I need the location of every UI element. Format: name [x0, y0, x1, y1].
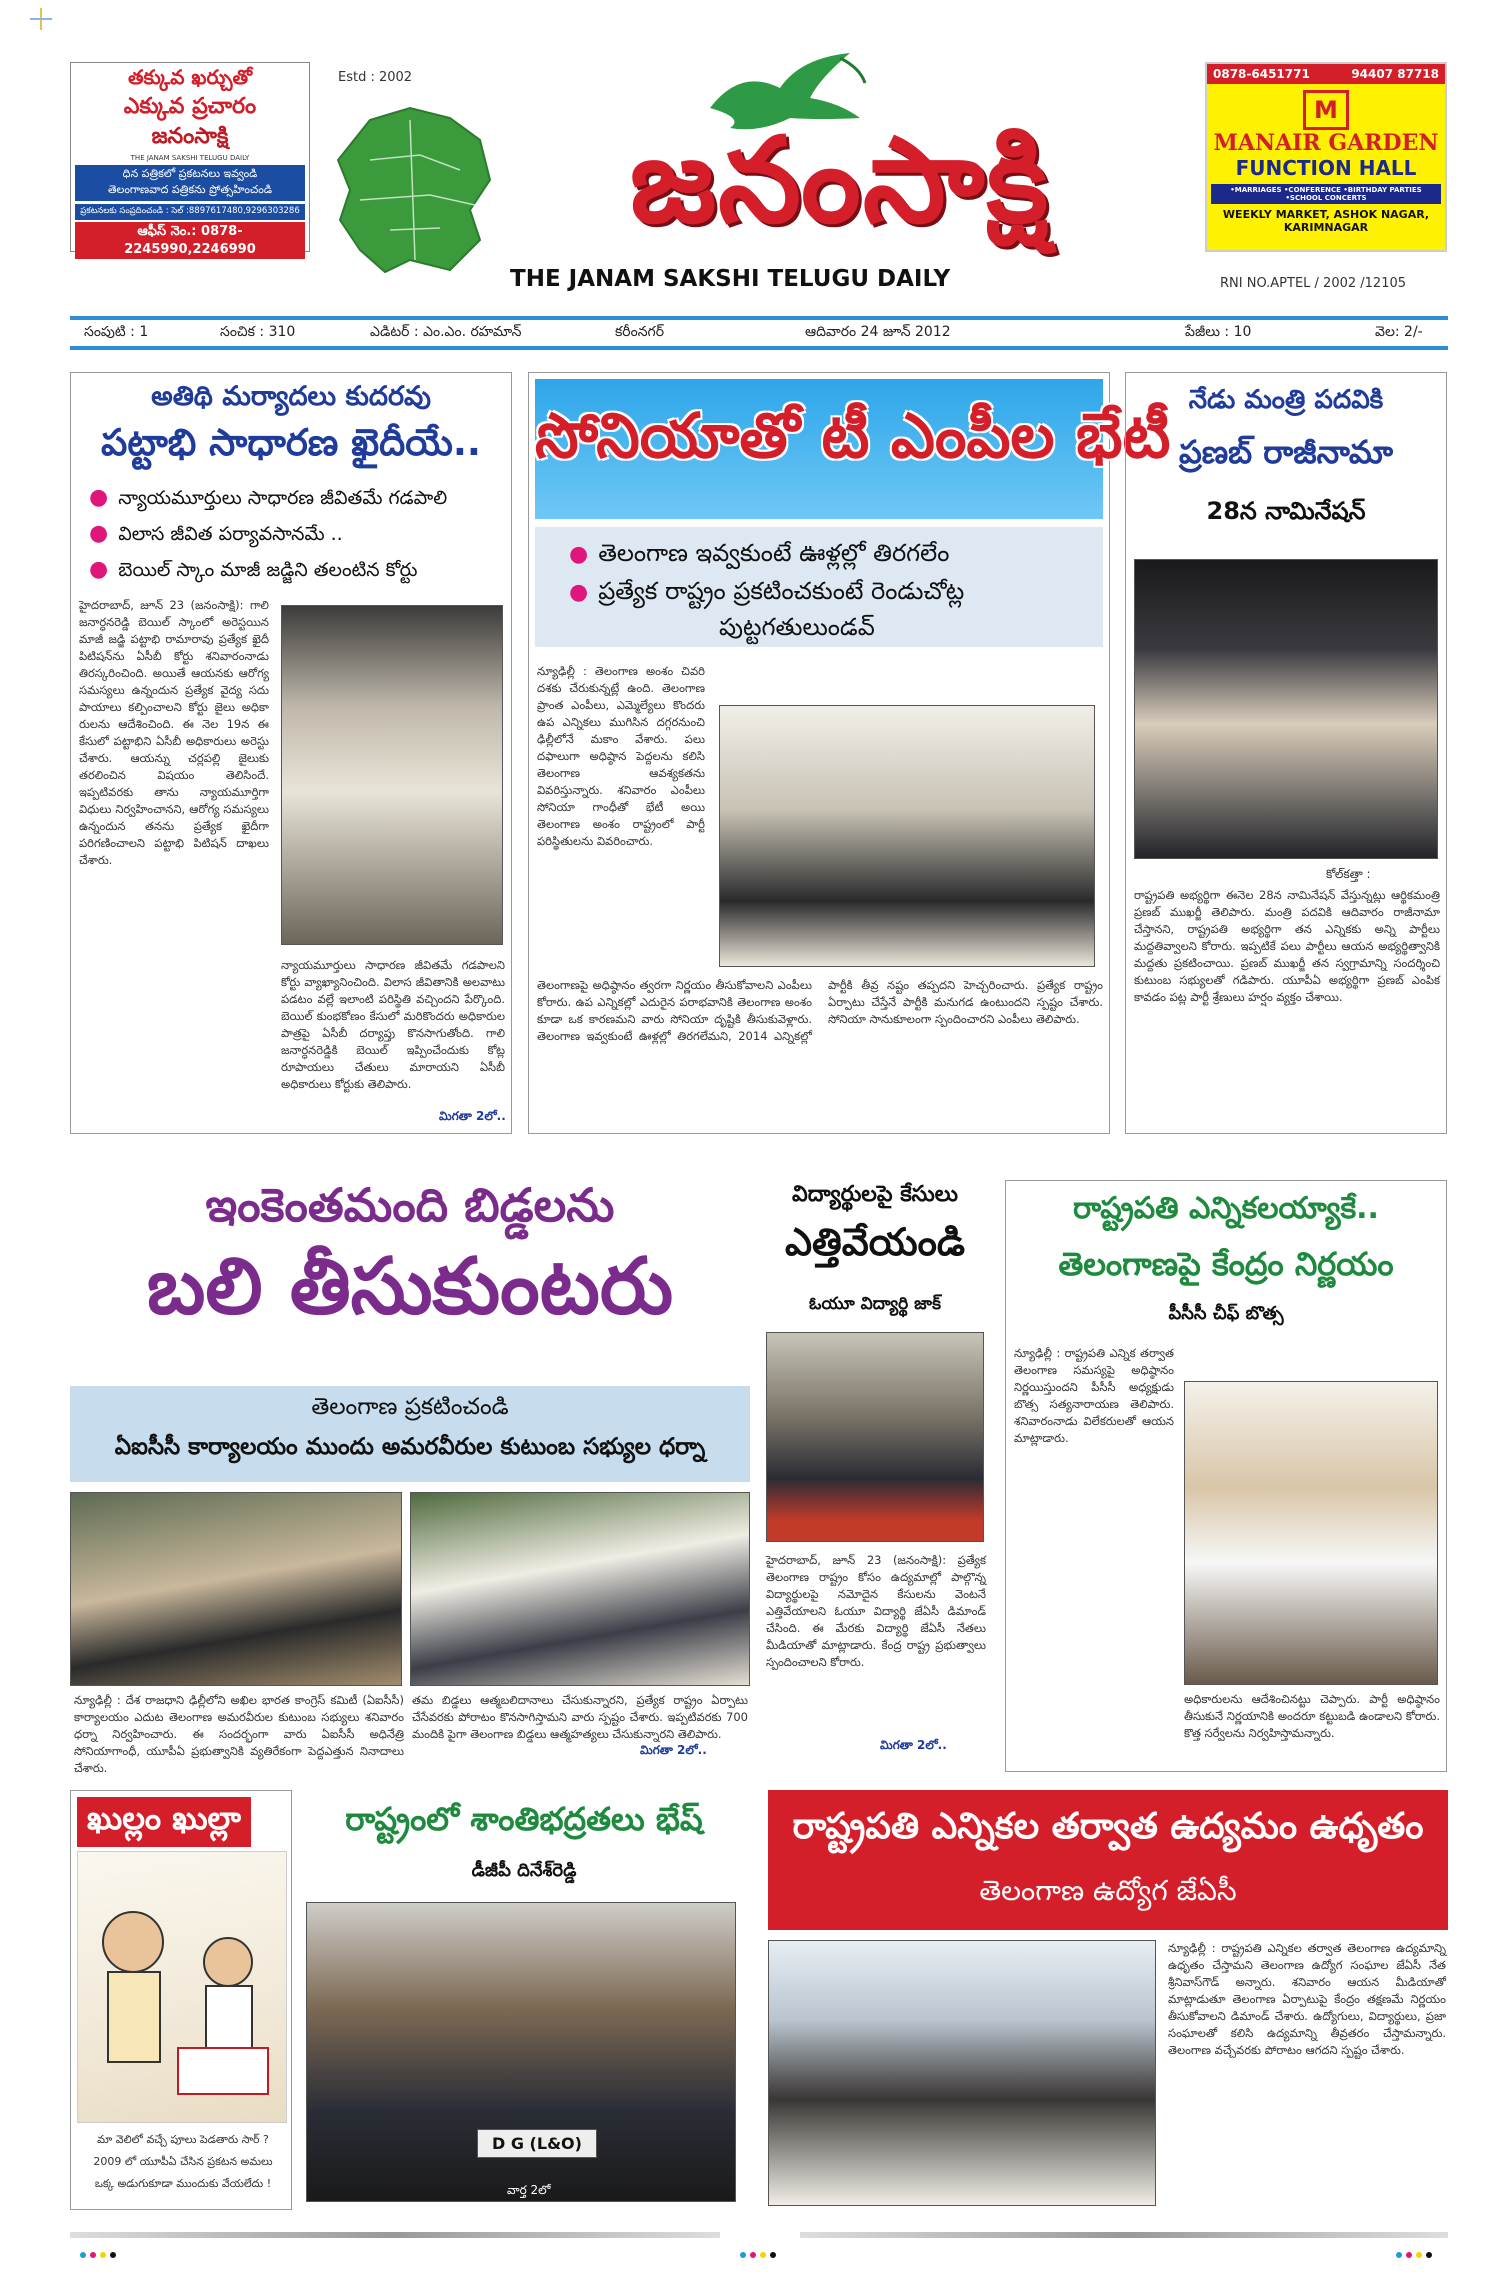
story-dgp	[300, 1790, 748, 2210]
pattabhi-headline: పట్టాభి సాధారణ ఖైదీయే..	[101, 421, 481, 464]
sonia-bullet-1: ● తెలంగాణ ఇవ్వకుంటే ఊళ్లల్లో తిరగలేం	[569, 539, 950, 567]
bullet-dot-icon: ●	[89, 485, 109, 510]
pattabhi-continued: మిగతా 2లో..	[439, 1109, 506, 1123]
balidanalu-body-1: న్యూఢిల్లీ : దేశ రాజధాని ఢిల్లీలోని అఖిల భారత కాంగ్రెస్ కమిటీ (ఏఐసీసీ) కార్యాలయం ఎదుట తెలంగాణ అమరవీరుల కుటుంబ సభ్యులు శనివారం ధర్నా నిర్వహించారు. ఈ సందర్భంగా వారు ఏఐసీసీ అధినేత్రి సోనియాగాంధీ, యూపీఏ ప్రభుత్వానికి వ్యతిరేకంగా పెద్దఎత్తున నినాదాలు చేశారు.	[74, 1693, 404, 1775]
info-bar	[70, 316, 1448, 350]
pranab-dateline: కోల్‌కత్తా :	[1326, 867, 1371, 881]
cartoon-caption-1: మా వెలిలో వచ్చే పూలు పెడతారు సార్ ?	[97, 2133, 269, 2146]
jac-photo	[768, 1940, 1156, 2206]
bothsa-sub: పీసీసీ చీఫ్ బొత్స	[1168, 1303, 1284, 1324]
pattabhi-kicker: అతిథి మర్యాదలు కుదరవు	[151, 381, 431, 412]
left-ad-line3: ధిన పత్రికలో ప్రకటనలు ఇవ్వండి	[122, 167, 258, 180]
dgp-headline: రాష్ట్రంలో శాంతిభద్రతలు భేష్	[345, 1800, 703, 1838]
pattabhi-bullet-3: ● బెయిల్ స్కాం మాజీ జడ్జిని తలంటిన కోర్టు	[89, 557, 418, 582]
bullet-dot-icon: ●	[569, 542, 589, 567]
sonia-body-1: న్యూఢిల్లీ : తెలంగాణ అంశం చివరి దశకు చేరుకున్నట్లే ఉంది. తెలంగాణ ప్రాంత ఎంపీలు, ఎమ్మెల్యేలు కొందరు ఉప ఎన్నికలు ముగిసిన దగ్గరనుంచి ఢిల్లీలోనే మకాం వేశారు. పలు దఫాలుగా అధిష్ఠాన పెద్దలను కలిసి తెలంగాణ ఆవశ్యకతను వివరిస్తున్నారు. శనివారం ఎంపీలు సోనియా గాంధీతో భేటీ అయి తెలంగాణ అంశం రాష్ట్రంలో పార్టీ పరిస్థితులను వివరించారు.	[537, 664, 705, 848]
right-ad-name1: MANAIR GARDEN	[1213, 130, 1439, 156]
sonia-bullet-cont: పుట్టగతులుండవ్	[719, 613, 875, 641]
dgp-photo	[306, 1902, 736, 2202]
story-pattabhi	[70, 372, 512, 1134]
sonia-banner-text: సోనియాతో టీ ఎంపీల భేటీ	[535, 399, 1171, 472]
cartoon-drawing	[77, 1851, 287, 2123]
left-ad-brand-sub: THE JANAM SAKSHI TELUGU DAILY	[130, 154, 250, 162]
balidanalu-photo-1	[70, 1492, 402, 1686]
pattabhi-body-1: హైదరాబాద్, జూన్ 23 (జనంసాక్షి): గాలి జనార్ధనరెడ్డి బెయిల్ స్కాంలో అరెస్టయిన మాజీ జడ్జి పట్టాభి రామారావు ప్రత్యేక ఖైదీ పిటిషన్‌ను ఏసీబీ కోర్టు శనివారంనాడు తిరస్కరించింది. అయితే ఆయనకు ఆరోగ్య సమస్యలు ఉన్నందున ప్రత్యేక వైద్య సదు పాయాలు కల్పించాలని కోర్టు జైలు అధికా రులను ఆదేశించింది. ఈ నెల 19న ఈ కేసులో పట్టాభిని ఏసీబీ అధికారులు అరెస్టు చేశారు. ఆయన్ను చర్లపల్లి జైలుకు తరలించిన విషయం తెలిసిందే. ఇప్పటివరకు తాను న్యాయమూర్తిగా విధులు నిర్వహించానని, ఆరోగ్య సమస్యలు ఉన్నందున తనను ప్రత్యేక ఖైదీగా పరిగణించాలని పట్టాభి పిటిషన్ దాఖలు చేశారు.	[79, 598, 269, 867]
pranab-kicker: నేడు మంత్రి పదవికి	[1188, 385, 1384, 415]
left-ad-brand: జనంసాక్షి	[151, 124, 229, 149]
sonia-bullet-2: ● ప్రత్యేక రాష్ట్రం ప్రకటించకుంటే రెండుచోట్ల	[569, 577, 965, 605]
right-ad-name2: FUNCTION HALL	[1235, 156, 1417, 180]
left-ad-line4: తెలంగాణవాద పత్రికను ప్రోత్సహించండి	[107, 183, 273, 196]
bullet-dot-icon: ●	[569, 580, 589, 605]
registration-mark	[30, 8, 52, 30]
info-date: ఆదివారం 24 జూన్ 2012	[805, 323, 951, 340]
left-ad-contact2: ఆఫీస్ నెం.: 0878-2245990,2246990	[75, 222, 305, 259]
info-issue: సంచిక : 310	[220, 323, 296, 340]
balidanalu-continued: మిగతా 2లో..	[640, 1743, 707, 1757]
info-price: వెల: 2/-	[1375, 323, 1423, 340]
balidanalu-body-2: తమ బిడ్డలు ఆత్మబలిదానాలు చేసుకున్నారని, ప్రత్యేక రాష్ట్రం ఏర్పాటు చేసేవరకు పోరాటం కొనసాగిస్తామని వారు స్పష్టం చేశారు. ఇప్పటివరకు 700 మందికి పైగా తెలంగాణ బిడ్డలు ఆత్మహత్యలు చేసుకున్నారని తెలిపారు.	[412, 1693, 748, 1741]
right-ad-address: WEEKLY MARKET, ASHOK NAGAR, KARIMNAGAR	[1222, 208, 1430, 234]
masthead-english-title: THE JANAM SAKSHI TELUGU DAILY	[510, 266, 951, 292]
right-ad-phones	[1207, 64, 1445, 84]
story-jac	[768, 1790, 1448, 2210]
cartoon-title: ఖుల్లం ఖుల్లా	[77, 1797, 251, 1847]
bullet-dot-icon: ●	[89, 557, 109, 582]
sonia-body-2: తెలంగాణపై అధిష్ఠానం త్వరగా నిర్ణయం తీసుకోవాలని ఎంపీలు కోరారు. ఉప ఎన్నికల్లో ఎదురైన పరాభవానికి తెలంగాణ అంశం కూడా ఒక కారణమని వారు సోనియా దృష్టికి తీసుకువెళ్లారు. తెలంగాణ ఇవ్వకుంటే ఊళ్లల్లో తిరగలేమని, 2014 ఎన్నికల్లో పార్టీకి తీవ్ర నష్టం తప్పదని హెచ్చరించారు. ప్రత్యేక రాష్ట్రం ఏర్పాటు చేస్తేనే పార్టీకి మనుగడ ఉంటుందని స్పష్టం చేశారు. సోనియా సానుకూలంగా స్పందించారని ఎంపీలు తెలిపారు.	[537, 978, 1103, 1043]
students-headline: ఎత్తివేయండి	[784, 1220, 965, 1264]
pattabhi-bullet-2: ● విలాస జీవిత పర్యావసానమే ..	[89, 521, 343, 546]
balidanalu-strap-2: ఏఐసీసీ కార్యాలయం ముందు అమరవీరుల కుటుంబ సభ్యుల ధర్నా	[114, 1434, 706, 1460]
left-ad-line2: ఎక్కువ ప్రచారం	[123, 94, 257, 119]
right-ad-events: •MARRIAGES •CONFERENCE •BIRTHDAY PARTIES •SCHOOL CONCERTS	[1211, 184, 1441, 204]
left-ad	[70, 62, 310, 257]
left-ad-blue-band	[75, 165, 305, 201]
cmyk-marks-right	[1396, 2252, 1432, 2258]
right-ad-phone2: 94407 87718	[1351, 67, 1439, 81]
left-ad-line1: తక్కువ ఖర్చుతో	[127, 65, 253, 89]
info-editor: ఎడిటర్ : ఎం.ఎం. రహమాన్	[370, 323, 522, 340]
telangana-map-icon	[330, 100, 500, 280]
info-volume: సంపుటి : 1	[84, 323, 149, 340]
right-ad-phone1: 0878-6451771	[1213, 67, 1310, 81]
story-pranab	[1125, 372, 1447, 1134]
cartoon-panel	[70, 1790, 292, 2210]
sonia-banner	[535, 379, 1171, 519]
bothsa-body-2: అధికారులను ఆదేశించినట్టు చెప్పారు. పార్టీ అధిష్ఠానం తీసుకునే నిర్ణయానికి అందరూ కట్టుబడి ఉండాలని కోరారు. కొత్త సర్వేలను నిర్వహిస్తామన్నారు.	[1184, 1692, 1440, 1740]
pranab-photo	[1134, 559, 1438, 859]
jac-sub: తెలంగాణ ఉద్యోగ జేఏసీ	[979, 1874, 1237, 1907]
info-pages: పేజీలు : 10	[1185, 323, 1252, 340]
story-bothsa	[1005, 1180, 1447, 1772]
story-students	[760, 1172, 990, 1772]
masthead-title: జనంసాక్షి	[629, 111, 1051, 249]
rni-number: RNI NO.APTEL / 2002 /12105	[1220, 276, 1407, 291]
bothsa-body-1: న్యూఢిల్లీ : రాష్ట్రపతి ఎన్నిక తర్వాత తెలంగాణ సమస్యపై అధిష్ఠానం నిర్ణయిస్తుందని పీసీసీ అధ్యక్షుడు బొత్స సత్యనారాయణ తెలిపారు. శనివారంనాడు విలేకరులతో ఆయన మాట్లాడారు.	[1014, 1346, 1174, 1445]
sonia-mps-photo	[719, 705, 1095, 967]
story-balidanalu	[70, 1172, 750, 1692]
balidanalu-strap-1: తెలంగాణ ప్రకటించండి	[311, 1394, 509, 1420]
bullet-dot-icon: ●	[89, 521, 109, 546]
students-continued: మిగతా 2లో..	[880, 1738, 947, 1752]
cartoon-caption-3: ఒక్క అడుగుకూడా ముందుకు వేయలేదు !	[94, 2177, 272, 2190]
pattabhi-body-2: న్యాయమూర్తులు సాధారణ జీవితమే గడపాలని కోర్టు వ్యాఖ్యానించింది. విలాస జీవితానికి అలవాటు పడటం వల్లే ఇలాంటి పరిస్థితి వచ్చిందని పేర్కొంది. బెయిల్ కుంభకోణం కేసులో మరికొందరు అధికారుల పాత్రపై ఏసీబీ దర్యాప్తు కొనసాగుతోంది. గాలి జనార్ధనరెడ్డికి బెయిల్ ఇప్పించేందుకు కోట్ల రూపాయలు చేతులు మారాయని ఏసీబీ అధికారులు కోర్టుకు తెలిపారు.	[281, 958, 505, 1091]
students-body: హైదరాబాద్, జూన్ 23 (జనంసాక్షి): ప్రత్యేక తెలంగాణ రాష్ట్రం కోసం ఉద్యమాల్లో పాల్గొన్న విద్యార్థులపై నమోదైన కేసులను వెంటనే ఎత్తివేయాలని ఓయూ విద్యార్థి జేఏసీ డిమాండ్ చేసింది. ఈ మేరకు విద్యార్థి జేఏసీ నేతలు మీడియాతో మాట్లాడారు. కేంద్ర రాష్ట్ర ప్రభుత్వాలు స్పందించాలని కోరారు.	[766, 1553, 986, 1669]
bothsa-headline-2: తెలంగాణపై కేంద్రం నిర్ణయం	[1058, 1245, 1394, 1283]
story-sonia	[528, 372, 1171, 1134]
estd-label: Estd : 2002	[338, 70, 413, 85]
cmyk-marks-left	[80, 2252, 116, 2258]
right-ad	[1205, 62, 1447, 252]
pranab-body: రాష్ట్రపతి అభ్యర్థిగా ఈనెల 28న నామినేషన్ వేస్తున్నట్లు ఆర్థికమంత్రి ప్రణబ్ ముఖర్జీ తెలిపారు. మంత్రి పదవికి ఆదివారం రాజీనామా చేస్తానని, రాష్ట్రపతి అభ్యర్థిగా తన ఎన్నికకు అన్ని పార్టీలు మద్దతివ్వాలని కోరారు. ఇప్పటికే పలు పార్టీలు ఆయన అభ్యర్థిత్వానికి మద్దతు ప్రకటించాయి. ప్రణబ్ ముఖర్జీ తన స్వగ్రామాన్ని సందర్శించి కుటుంబ సభ్యులతో గడిపారు. యూపీఏ అభ్యర్థిగా ప్రణబ్ ఎంపిక కావడం పట్ల పార్టీ శ్రేణులు హర్షం వ్యక్తం చేశాయి.	[1134, 888, 1440, 1004]
jac-banner	[768, 1790, 1448, 1930]
bothsa-photo	[1184, 1381, 1438, 1685]
balidanalu-headline-2: బలి తీసుకుంటరు	[146, 1242, 674, 1332]
jac-headline: రాష్ట్రపతి ఎన్నికల తర్వాత ఉద్యమం ఉధృతం	[792, 1806, 1424, 1847]
bothsa-headline-1: రాష్ట్రపతి ఎన్నికలయ్యాకే..	[1073, 1191, 1379, 1226]
color-bar-left	[70, 2232, 720, 2238]
students-photo	[766, 1332, 984, 1542]
info-place: కరీంనగర్	[615, 323, 664, 340]
color-bar-right	[800, 2232, 1448, 2238]
pattabhi-bullet-1: ● న్యాయమూర్తులు సాధారణ జీవితమే గడపాలి	[89, 485, 448, 510]
cartoon-caption-2: 2009 లో యూపీఏ చేసిన ప్రకటన అమలు	[93, 2155, 273, 2168]
students-kicker: విద్యార్థులపై కేసులు	[792, 1182, 958, 1207]
dgp-photo-label: D G (L&O)	[477, 2129, 597, 2158]
pranab-sub: 28న నామినేషన్	[1206, 497, 1366, 525]
pranab-headline: ప్రణబ్ రాజీనామా	[1178, 433, 1394, 471]
students-sub: ఓయూ విద్యార్థి జాక్	[809, 1294, 941, 1314]
balidanalu-headline-1: ఇంకెంతమంది బిడ్డలను	[205, 1178, 615, 1232]
jac-body: న్యూఢిల్లీ : రాష్ట్రపతి ఎన్నికల తర్వాత తెలంగాణ ఉద్యమాన్ని ఉధృతం చేస్తామని తెలంగాణ ఉద్యోగ సంఘాల జేఏసీ నేత శ్రీనివాస్‌గౌడ్ అన్నారు. శనివారం ఆయన మీడియాతో మాట్లాడుతూ తెలంగాణ ఏర్పాటుపై కేంద్రం తక్షణమే నిర్ణయం తీసుకోవాలని డిమాండ్ చేశారు. ఉద్యోగులు, విద్యార్థులు, ప్రజా సంఘాలతో కలిసి ఉద్యమాన్ని తీవ్రతరం చేస్తామన్నారు. తెలంగాణ వచ్చేవరకు పోరాటం ఆగదని స్పష్టం చేశారు.	[1168, 1941, 1446, 2057]
balidanalu-photo-2	[410, 1492, 750, 1686]
manair-logo-icon: M	[1303, 90, 1349, 130]
dgp-sub: డీజీపీ దినేశ్‌రెడ్డి	[471, 1860, 577, 1881]
pattabhi-photo	[281, 605, 503, 945]
left-ad-contact1: ప్రకటనలకు సంప్రదించండి : సెల్ :8897617480,9296303286	[75, 204, 305, 220]
cmyk-marks-centre	[740, 2252, 776, 2258]
dgp-continued: వార్త 2లో	[507, 2183, 551, 2197]
cartoon-figure-icon	[78, 1852, 286, 2122]
